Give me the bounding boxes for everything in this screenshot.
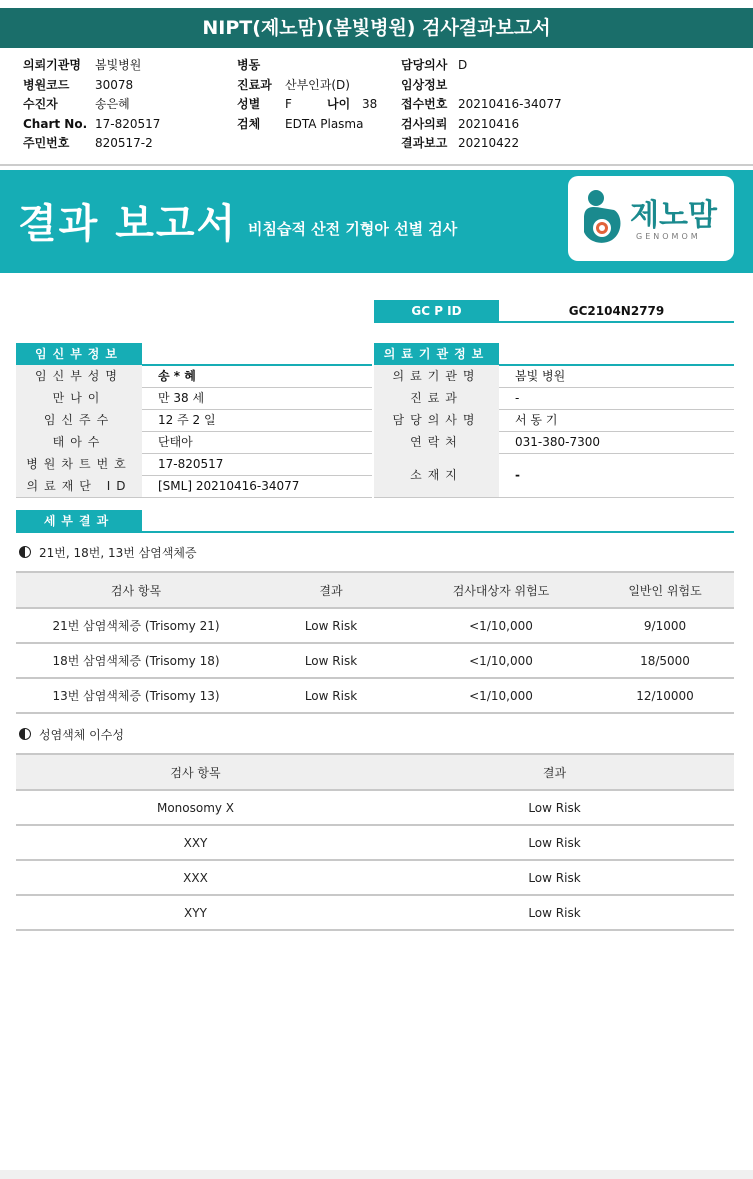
field-label: 담당의사명 — [374, 409, 499, 431]
header-col-2 — [237, 56, 377, 134]
logo-text: 제노맘 — [630, 198, 717, 233]
column-header: 검사 항목 — [16, 754, 375, 790]
subject-risk: <1/10,000 — [406, 678, 596, 713]
header-key: 성별 — [237, 97, 261, 111]
column-header: 결과 — [375, 754, 734, 790]
sex-heading-text: 성염색체 이수성 — [39, 728, 124, 742]
half-circle-icon — [19, 728, 31, 740]
subject-risk: <1/10,000 — [406, 643, 596, 678]
field-label: 의료기관명 — [374, 365, 499, 387]
pregnant-row — [16, 453, 372, 476]
column-header: 검사 항목 — [16, 572, 256, 608]
field-value: 봄빛 병원 — [515, 369, 566, 383]
test-item: XXX — [16, 860, 375, 895]
header-value: 봄빛병원 — [95, 58, 142, 72]
header-key: 검체 — [237, 116, 261, 131]
field-label: 연락처 — [374, 431, 499, 453]
table-header-row — [16, 572, 734, 608]
field-value: 12 주 2 일 — [158, 413, 216, 427]
table-row — [16, 643, 734, 678]
field-label: 병원차트번호 — [16, 453, 142, 475]
field-label: 소재지 — [374, 453, 499, 497]
general-risk: 18/5000 — [596, 643, 734, 678]
header-divider — [0, 164, 753, 166]
mother-baby-logo-icon — [580, 188, 626, 248]
result-banner — [0, 170, 753, 273]
field-label: 태아수 — [16, 431, 142, 453]
banner-subtitle: 비침습적 산전 기형아 선별 검사 — [248, 220, 458, 238]
gcpid-underline — [374, 321, 734, 323]
field-value: 단태아 — [158, 435, 193, 449]
field-label: 임신부성명 — [16, 365, 142, 387]
header-value: 38 — [362, 97, 378, 111]
table-row — [16, 608, 734, 643]
header-value: 30078 — [95, 77, 134, 92]
institution-row — [374, 365, 734, 388]
test-item: 21번 삼염색체증 (Trisomy 21) — [16, 608, 256, 643]
half-circle-icon — [19, 546, 31, 558]
institution-row — [374, 409, 734, 432]
result: Low Risk — [375, 790, 734, 825]
detail-section-title: 세부결과 — [16, 510, 142, 532]
column-header: 일반인 위험도 — [596, 572, 734, 608]
column-header: 결과 — [256, 572, 406, 608]
field-value: 17-820517 — [158, 457, 224, 471]
field-value: 031-380-7300 — [515, 435, 601, 449]
header-value: 20210422 — [458, 136, 520, 150]
pregnant-row — [16, 387, 372, 410]
header-value: 산부인과(D) — [285, 77, 350, 92]
pregnant-row — [16, 365, 372, 388]
result: Low Risk — [375, 895, 734, 930]
detail-section-line — [16, 531, 734, 533]
header-key: 진료과 — [237, 77, 272, 92]
header-key: 나이 — [327, 97, 351, 111]
header-col-3 — [401, 56, 562, 154]
table-row — [16, 825, 734, 860]
header-key: 병동 — [237, 58, 261, 72]
result: Low Risk — [375, 825, 734, 860]
header-key: 수진자 — [23, 97, 58, 111]
header-value: 20210416-34077 — [458, 97, 562, 111]
result: Low Risk — [256, 643, 406, 678]
general-risk: 9/1000 — [596, 608, 734, 643]
gcpid-label: GC P ID — [374, 300, 499, 322]
institution-row — [374, 431, 734, 454]
header-key: 검사의뢰 — [401, 116, 448, 131]
field-value: [SML] 20210416-34077 — [158, 479, 300, 493]
header-col-1 — [23, 56, 160, 154]
header-value: 820517-2 — [95, 136, 153, 150]
header-key: 결과보고 — [401, 136, 448, 150]
institution-section-title: 의료기관정보 — [374, 343, 499, 365]
header-value: 17-820517 — [95, 116, 161, 131]
field-label: 만나이 — [16, 387, 142, 409]
test-item: Monosomy X — [16, 790, 375, 825]
trisomy-table — [16, 571, 734, 714]
logo-subtext: GENOMOM — [636, 232, 701, 241]
result: Low Risk — [256, 608, 406, 643]
test-item: 18번 삼염색체증 (Trisomy 18) — [16, 643, 256, 678]
header-key: 병원코드 — [23, 77, 70, 92]
column-header: 검사대상자 위험도 — [406, 572, 596, 608]
pregnant-row — [16, 409, 372, 432]
field-value: - — [515, 468, 520, 482]
field-label: 의료재단 ID — [16, 475, 142, 497]
pregnant-row — [16, 431, 372, 454]
table-row — [16, 790, 734, 825]
header-value: EDTA Plasma — [285, 116, 364, 131]
header-value: 20210416 — [458, 116, 520, 131]
test-item: XYY — [16, 895, 375, 930]
institution-row — [374, 453, 734, 498]
genomom-logo — [568, 176, 734, 261]
header-key: 의뢰기관명 — [23, 58, 81, 72]
field-value: 만 38 세 — [158, 391, 205, 405]
table-row — [16, 678, 734, 713]
header-value: F — [285, 97, 292, 111]
table-header-row — [16, 754, 734, 790]
gcpid-value: GC2104N2779 — [568, 304, 665, 318]
trisomy-heading — [19, 544, 197, 561]
institution-row — [374, 387, 734, 410]
test-item: 13번 삼염색체증 (Trisomy 13) — [16, 678, 256, 713]
header-value: D — [458, 58, 468, 72]
field-label: 임신주수 — [16, 409, 142, 431]
table-row — [16, 860, 734, 895]
header-key: 담당의사 — [401, 58, 448, 72]
header-key: Chart No. — [23, 116, 88, 131]
general-risk: 12/10000 — [596, 678, 734, 713]
result: Low Risk — [256, 678, 406, 713]
field-value: 서 동 기 — [515, 413, 558, 427]
header-key: 접수번호 — [401, 97, 448, 111]
pregnant-row — [16, 475, 372, 498]
subject-risk: <1/10,000 — [406, 608, 596, 643]
field-value: - — [515, 391, 520, 405]
banner-title: 결과 보고서 — [18, 201, 238, 247]
field-label: 진료과 — [374, 387, 499, 409]
field-value: 송 * 혜 — [158, 369, 196, 383]
trisomy-heading-text: 21번, 18번, 13번 삼염색체증 — [39, 546, 197, 560]
header-key: 주민번호 — [23, 136, 70, 150]
result: Low Risk — [375, 860, 734, 895]
header-value: 송은혜 — [95, 97, 130, 111]
report-title: NIPT(제노맘)(봄빛병원) 검사결과보고서 — [0, 8, 753, 48]
sex-chromosome-table — [16, 753, 734, 931]
test-item: XXY — [16, 825, 375, 860]
pregnant-section-title: 임신부정보 — [16, 343, 142, 365]
header-key: 임상정보 — [401, 77, 448, 92]
table-row — [16, 895, 734, 930]
sex-chromosome-heading — [19, 726, 124, 743]
